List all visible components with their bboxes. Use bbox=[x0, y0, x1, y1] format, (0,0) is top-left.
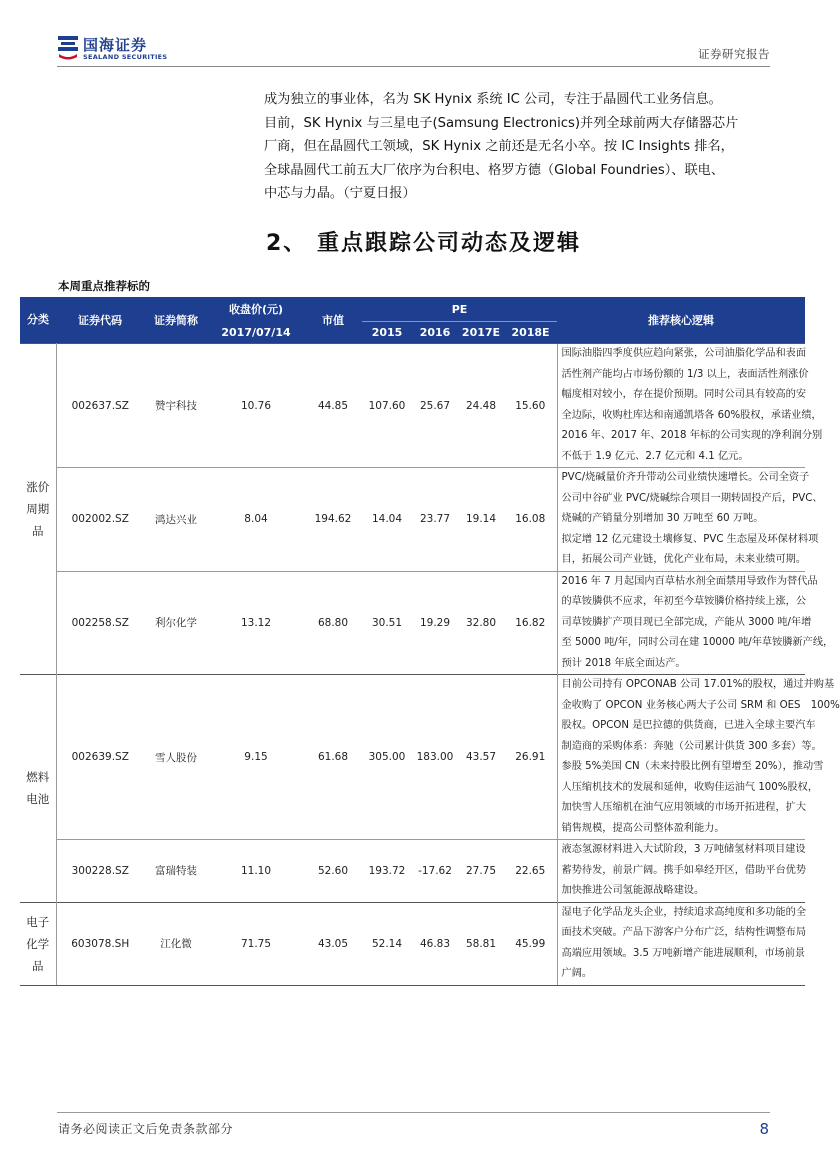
logic-line: 拟定增 12 亿元建设土壤修复、PVC 生态屋及环保材料项 bbox=[561, 533, 819, 545]
logic-line: 蓄势待发，前景广阔。携手如皋经开区，借助平台优势 bbox=[561, 864, 807, 876]
category-cell bbox=[20, 675, 56, 903]
pe-cell: 52.14 bbox=[362, 902, 412, 985]
sealand-logo-icon bbox=[57, 34, 79, 60]
pe-cell: -17.62 bbox=[412, 840, 458, 903]
mktcap-cell: 61.68 bbox=[304, 675, 362, 840]
price-cell: 71.75 bbox=[208, 902, 304, 985]
category-cell bbox=[20, 902, 56, 985]
page-number: 8 bbox=[759, 1120, 769, 1138]
pe-cell: 45.99 bbox=[504, 902, 557, 985]
category-label: 品 bbox=[32, 958, 44, 973]
section-title bbox=[266, 226, 581, 257]
logic-line: 2016 年 7 月起国内百草枯水剂全面禁用导致作为替代品 bbox=[561, 575, 818, 587]
pe-cell: 27.75 bbox=[458, 840, 504, 903]
pe-cell: 14.04 bbox=[362, 468, 412, 572]
header-category: 分类 bbox=[20, 297, 56, 344]
logic-line: PVC/烧碱量价齐升带动公司业绩快速增长。公司全资子 bbox=[561, 472, 810, 483]
logo-chinese-name: 国海证券 bbox=[83, 36, 148, 54]
code-cell: 002258.SZ bbox=[56, 571, 144, 675]
section-number: 2、 bbox=[266, 231, 308, 256]
table-row bbox=[20, 840, 805, 903]
footer-disclaimer: 请务必阅读正文后免责条款部分 bbox=[58, 1122, 234, 1136]
pe-cell: 23.77 bbox=[412, 468, 458, 572]
logic-line: 烧碱的产销量分别增加 30 万吨至 60 万吨。 bbox=[561, 513, 764, 524]
code-cell: 002639.SZ bbox=[56, 675, 144, 840]
logic-cell bbox=[557, 902, 805, 985]
logic-line: 至 5000 吨/年，同时公司在建 10000 吨/年草铵膦新产线， bbox=[561, 637, 834, 648]
section-heading: 重点跟踪公司动态及逻辑 bbox=[316, 231, 581, 256]
code-cell: 300228.SZ bbox=[56, 840, 144, 903]
logic-line: 国际油脂四季度供应趋向紧张，公司油脂化学品和表面 bbox=[561, 348, 807, 359]
logic-line: 人压缩机技术的发展和延伸，收购佳运油气 100%股权， bbox=[561, 781, 819, 793]
price-cell: 13.12 bbox=[208, 571, 304, 675]
logic-line: 预计 2018 年底全面达产。 bbox=[561, 657, 686, 669]
header-pe-year: 2015 bbox=[362, 322, 412, 344]
logic-line: 股权。OPCON 是巴拉德的供货商，已进入全球主要汽车 bbox=[561, 720, 816, 731]
table-row bbox=[20, 344, 805, 468]
code-cell: 603078.SH bbox=[56, 902, 144, 985]
pe-cell: 19.29 bbox=[412, 571, 458, 675]
logic-line: 幅度相对较小，存在提价预期。同时公司具有较高的安 bbox=[561, 389, 807, 400]
logo-english-name: SEALAND SECURITIES bbox=[83, 53, 168, 61]
mktcap-cell: 44.85 bbox=[304, 344, 362, 468]
price-cell: 11.10 bbox=[208, 840, 304, 903]
table-row bbox=[20, 468, 805, 572]
category-label: 品 bbox=[32, 524, 44, 538]
mktcap-cell: 52.60 bbox=[304, 840, 362, 903]
logic-cell bbox=[557, 344, 823, 468]
logic-line: 加快推进公司氢能源战略建设。 bbox=[561, 885, 705, 896]
logic-line: 销售规模，提高公司整体盈利能力。 bbox=[561, 822, 725, 834]
category-label: 周期 bbox=[26, 502, 50, 516]
pe-cell: 30.51 bbox=[362, 571, 412, 675]
header-mktcap: 市值 bbox=[304, 297, 362, 344]
header-pe: PE bbox=[362, 297, 557, 322]
logic-line: 的草铵膦供不应求，年初至今草铵膦价格持续上涨，公 bbox=[561, 596, 807, 607]
logic-line: 参股 5%美国 CN（未来持股比例有望增至 20%），推动雪 bbox=[561, 761, 824, 772]
logic-line: 2016 年、2017 年、2018 年标的公司实现的净利润分别 bbox=[561, 430, 823, 441]
pe-cell: 25.67 bbox=[412, 344, 458, 468]
header-pe-year: 2018E bbox=[504, 322, 557, 344]
header-divider bbox=[57, 66, 770, 67]
name-cell: 雪人股份 bbox=[144, 675, 208, 840]
logic-line: 加快雪人压缩机在油气应用领域的市场开拓进程，扩大 bbox=[561, 802, 807, 813]
code-cell: 002002.SZ bbox=[56, 468, 144, 572]
intro-paragraph bbox=[264, 88, 774, 206]
mktcap-cell: 68.80 bbox=[304, 571, 362, 675]
header-pe-year: 2016 bbox=[412, 322, 458, 344]
pe-cell: 24.48 bbox=[458, 344, 504, 468]
table-title: 本周重点推荐标的 bbox=[58, 279, 150, 293]
intro-line: 成为独立的事业体，名为 SK Hynix 系统 IC 公司，专注于晶圆代工业务信息。 bbox=[264, 92, 722, 107]
pe-cell: 193.72 bbox=[362, 840, 412, 903]
header-price-date: 2017/07/14 bbox=[208, 322, 304, 344]
pe-cell: 43.57 bbox=[458, 675, 504, 840]
pe-cell: 22.65 bbox=[504, 840, 557, 903]
name-cell: 富瑞特装 bbox=[144, 840, 208, 903]
logic-line: 不低于 1.9 亿元、2.7 亿元和 4.1 亿元。 bbox=[561, 450, 749, 462]
category-label: 电池 bbox=[26, 792, 50, 807]
logic-cell bbox=[557, 468, 823, 572]
category-label: 涨价 bbox=[26, 480, 50, 494]
logic-line: 公司中谷矿业 PVC/烧碱综合项目一期转固投产后，PVC、 bbox=[561, 492, 823, 504]
header-code: 证券代码 bbox=[56, 297, 144, 344]
pe-cell: 19.14 bbox=[458, 468, 504, 572]
logic-line: 面技术突破。产品下游客户分布广泛，结构性调整布局 bbox=[561, 927, 807, 938]
pe-cell: 305.00 bbox=[362, 675, 412, 840]
logic-cell bbox=[557, 675, 840, 840]
price-cell: 8.04 bbox=[208, 468, 304, 572]
logic-cell bbox=[557, 840, 805, 903]
logic-line: 全边际，收购杜库达和南通凯塔各 60%股权，承诺业绩， bbox=[561, 409, 822, 421]
mktcap-cell: 43.05 bbox=[304, 902, 362, 985]
price-cell: 10.76 bbox=[208, 344, 304, 468]
pe-cell: 16.08 bbox=[504, 468, 557, 572]
sealand-logo bbox=[57, 34, 207, 64]
intro-line: 中芯与力晶。（宁夏日报） bbox=[264, 186, 416, 201]
intro-line: 全球晶圆代工前五大厂依序为台积电、格罗方德（Global Foundries）、联电、 bbox=[264, 162, 725, 178]
mktcap-cell: 194.62 bbox=[304, 468, 362, 572]
name-cell: 江化微 bbox=[144, 902, 208, 985]
header-pe-year: 2017E bbox=[458, 322, 504, 344]
page-header bbox=[57, 32, 770, 66]
logic-line: 广阔。 bbox=[561, 968, 593, 979]
logic-line: 目，拓展公司产业链，优化产业布局，未来业绩可期。 bbox=[561, 554, 807, 565]
name-cell: 利尔化学 bbox=[144, 571, 208, 675]
report-type: 证券研究报告 bbox=[698, 47, 770, 61]
table-row bbox=[20, 675, 805, 840]
category-label: 燃料 bbox=[26, 770, 50, 785]
logic-line: 金收购了 OPCON 业务核心两大子公司 SRM 和 OES 100% bbox=[561, 699, 840, 711]
table-row bbox=[20, 571, 805, 675]
header-name: 证券简称 bbox=[144, 297, 208, 344]
pe-cell: 16.82 bbox=[504, 571, 557, 675]
name-cell: 赞宇科技 bbox=[144, 344, 208, 468]
logic-line: 目前公司持有 OPCONAB 公司 17.01%的股权，通过并购基 bbox=[561, 679, 835, 690]
logic-line: 活性剂产能均占市场份额的 1/3 以上，表面活性剂涨价 bbox=[561, 368, 809, 380]
pe-cell: 107.60 bbox=[362, 344, 412, 468]
price-cell: 9.15 bbox=[208, 675, 304, 840]
footer-divider bbox=[57, 1112, 770, 1113]
code-cell: 002637.SZ bbox=[56, 344, 144, 468]
category-label: 电子 bbox=[26, 914, 50, 929]
pe-cell: 58.81 bbox=[458, 902, 504, 985]
recommendation-table bbox=[20, 297, 840, 986]
pe-cell: 32.80 bbox=[458, 571, 504, 675]
name-cell: 鸿达兴业 bbox=[144, 468, 208, 572]
intro-line: 目前，SK Hynix 与三星电子(Samsung Electronics)并列全球前两大存储器芯片 bbox=[264, 115, 739, 131]
logic-line: 司草铵膦扩产项目现已全部完成，产能从 3000 吨/年增 bbox=[561, 616, 812, 628]
table-row bbox=[20, 902, 805, 985]
intro-line: 厂商，但在晶圆代工领域，SK Hynix 之前还是无名小卒。按 IC Insights 排名， bbox=[264, 139, 734, 154]
header-price: 收盘价(元) bbox=[208, 297, 304, 322]
logic-line: 制造商的采购体系：奔驰（公司累计供货 300 多套）等。 bbox=[561, 740, 822, 752]
pe-cell: 15.60 bbox=[504, 344, 557, 468]
pe-cell: 26.91 bbox=[504, 675, 557, 840]
logic-line: 高端应用领域。3.5 万吨新增产能进展顺利，市场前景 bbox=[561, 947, 806, 959]
pe-cell: 46.83 bbox=[412, 902, 458, 985]
category-cell bbox=[20, 344, 56, 675]
logic-line: 湿电子化学品龙头企业，持续追求高纯度和多功能的全 bbox=[561, 906, 807, 918]
pe-cell: 183.00 bbox=[412, 675, 458, 840]
header-logic: 推荐核心逻辑 bbox=[557, 297, 805, 344]
logic-line: 液态氢源材料进入大试阶段，3 万吨储氢材料项目建设 bbox=[561, 844, 806, 855]
logic-cell bbox=[557, 571, 834, 675]
category-label: 化学 bbox=[26, 936, 50, 951]
recommendation-table-body bbox=[20, 344, 840, 986]
